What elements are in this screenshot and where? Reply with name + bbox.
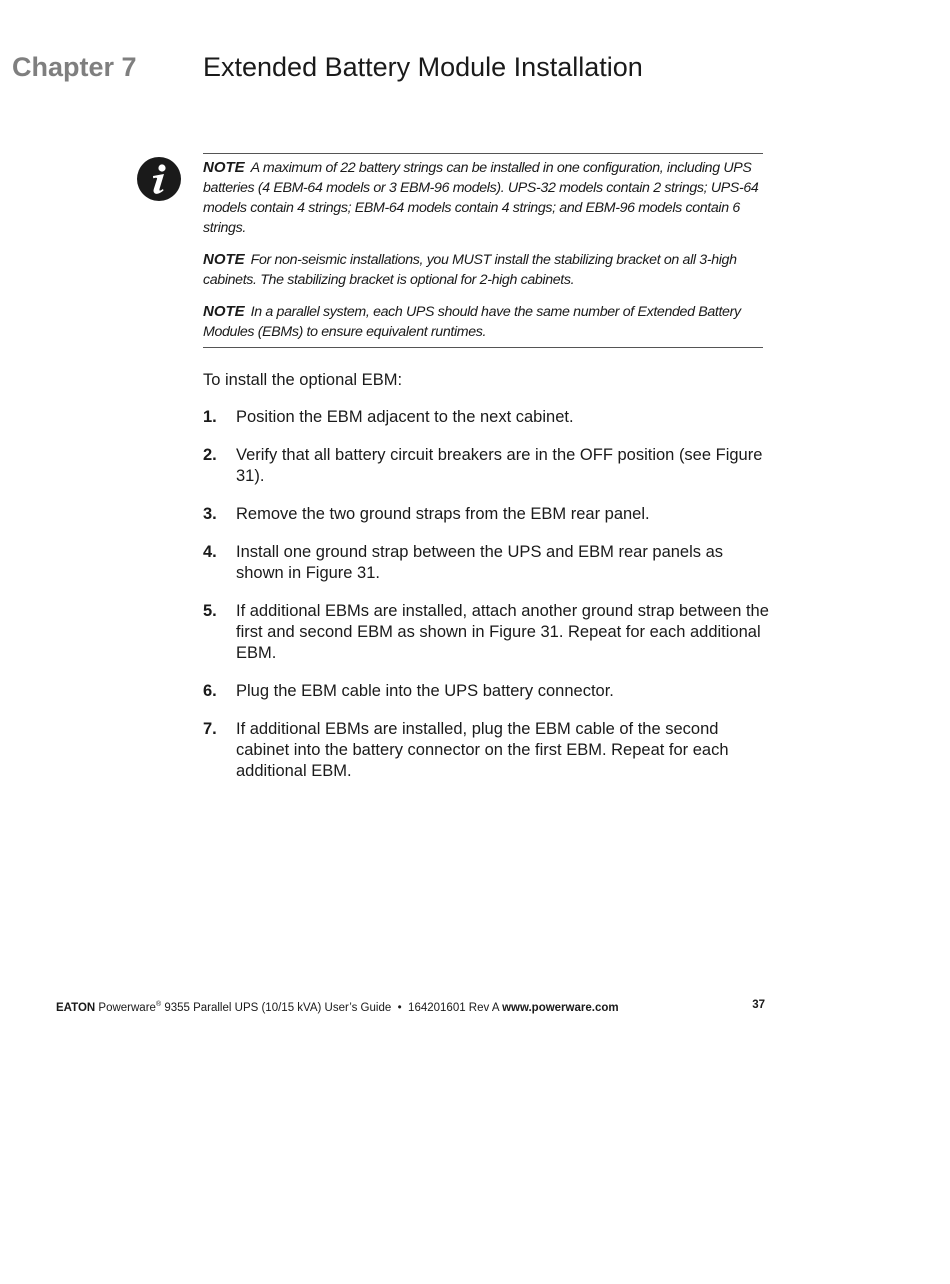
- note-text: For non-seismic installations, you MUST install the stabilizing bracket on all 3-high cabinets. The stabilizing bracket is optional for 2-high cabinets.: [203, 252, 737, 288]
- step-number: 7.: [203, 720, 217, 738]
- step-item: [203, 719, 769, 782]
- step-item: [203, 445, 769, 487]
- footer-brand: EATON: [56, 1001, 96, 1014]
- step-item: [203, 542, 769, 584]
- note-text: In a parallel system, each UPS should have the same number of Extended Battery Modules (EBMs) to ensure equivalent runtimes.: [203, 304, 741, 340]
- page-footer: [56, 997, 765, 1016]
- note-tag: NOTE: [203, 303, 245, 320]
- step-number: 3.: [203, 505, 217, 523]
- step-text: Position the EBM adjacent to the next cabinet.: [236, 408, 574, 426]
- info-icon: [137, 157, 181, 201]
- step-number: 2.: [203, 446, 217, 464]
- step-number: 4.: [203, 543, 217, 561]
- footer-doc-number: 164201601 Rev A: [408, 1001, 499, 1014]
- step-text: Plug the EBM cable into the UPS battery connector.: [236, 682, 614, 700]
- chapter-title: Extended Battery Module Installation: [203, 52, 643, 82]
- page-number: 37: [752, 999, 765, 1011]
- step-text: Install one ground strap between the UPS and EBM rear panels as shown in Figure 31.: [236, 543, 724, 582]
- note-tag: NOTE: [203, 251, 245, 268]
- step-item: [203, 681, 769, 702]
- step-text: If additional EBMs are installed, attach another ground strap between the first and second EBM as shown in Figure 31. Repeat for each additional EBM.: [236, 602, 769, 662]
- registered-mark: ®: [155, 1001, 162, 1008]
- step-text: Verify that all battery circuit breakers are in the OFF position (see Figure 31).: [236, 446, 763, 485]
- step-item: [203, 504, 769, 525]
- note-text: A maximum of 22 battery strings can be installed in one configuration, including UPS batteries (4 EBM-64 models or 3 EBM-96 models). UPS-32 models contain 2 strings; UPS-64 models contain 4 strings; EBM-64 models contain 4 strings; and EBM-96 models contain 6 strings.: [203, 160, 759, 236]
- footer-url[interactable]: www.powerware.com: [502, 1001, 619, 1014]
- step-number: 5.: [203, 602, 217, 620]
- note-tag: NOTE: [203, 159, 245, 176]
- step-item: [203, 407, 769, 428]
- footer-product: Powerware: [98, 1001, 156, 1014]
- steps-list: [203, 407, 769, 799]
- step-item: [203, 601, 769, 664]
- note-3: [203, 302, 763, 342]
- step-number: 1.: [203, 408, 217, 426]
- instructions-intro: To install the optional EBM:: [203, 371, 403, 389]
- footer-bullet: •: [397, 1001, 402, 1014]
- chapter-label: Chapter 7: [12, 52, 137, 82]
- step-text: Remove the two ground straps from the EBM rear panel.: [236, 505, 650, 523]
- step-number: 6.: [203, 682, 217, 700]
- step-text: If additional EBMs are installed, plug the EBM cable of the second cabinet into the battery connector on the first EBM. Repeat for each additional EBM.: [236, 720, 729, 780]
- footer-guide-title: 9355 Parallel UPS (10/15 kVA) User’s Guide: [164, 1001, 392, 1014]
- note-1: [203, 158, 763, 238]
- note-2: [203, 250, 763, 290]
- notes-box: [203, 153, 763, 348]
